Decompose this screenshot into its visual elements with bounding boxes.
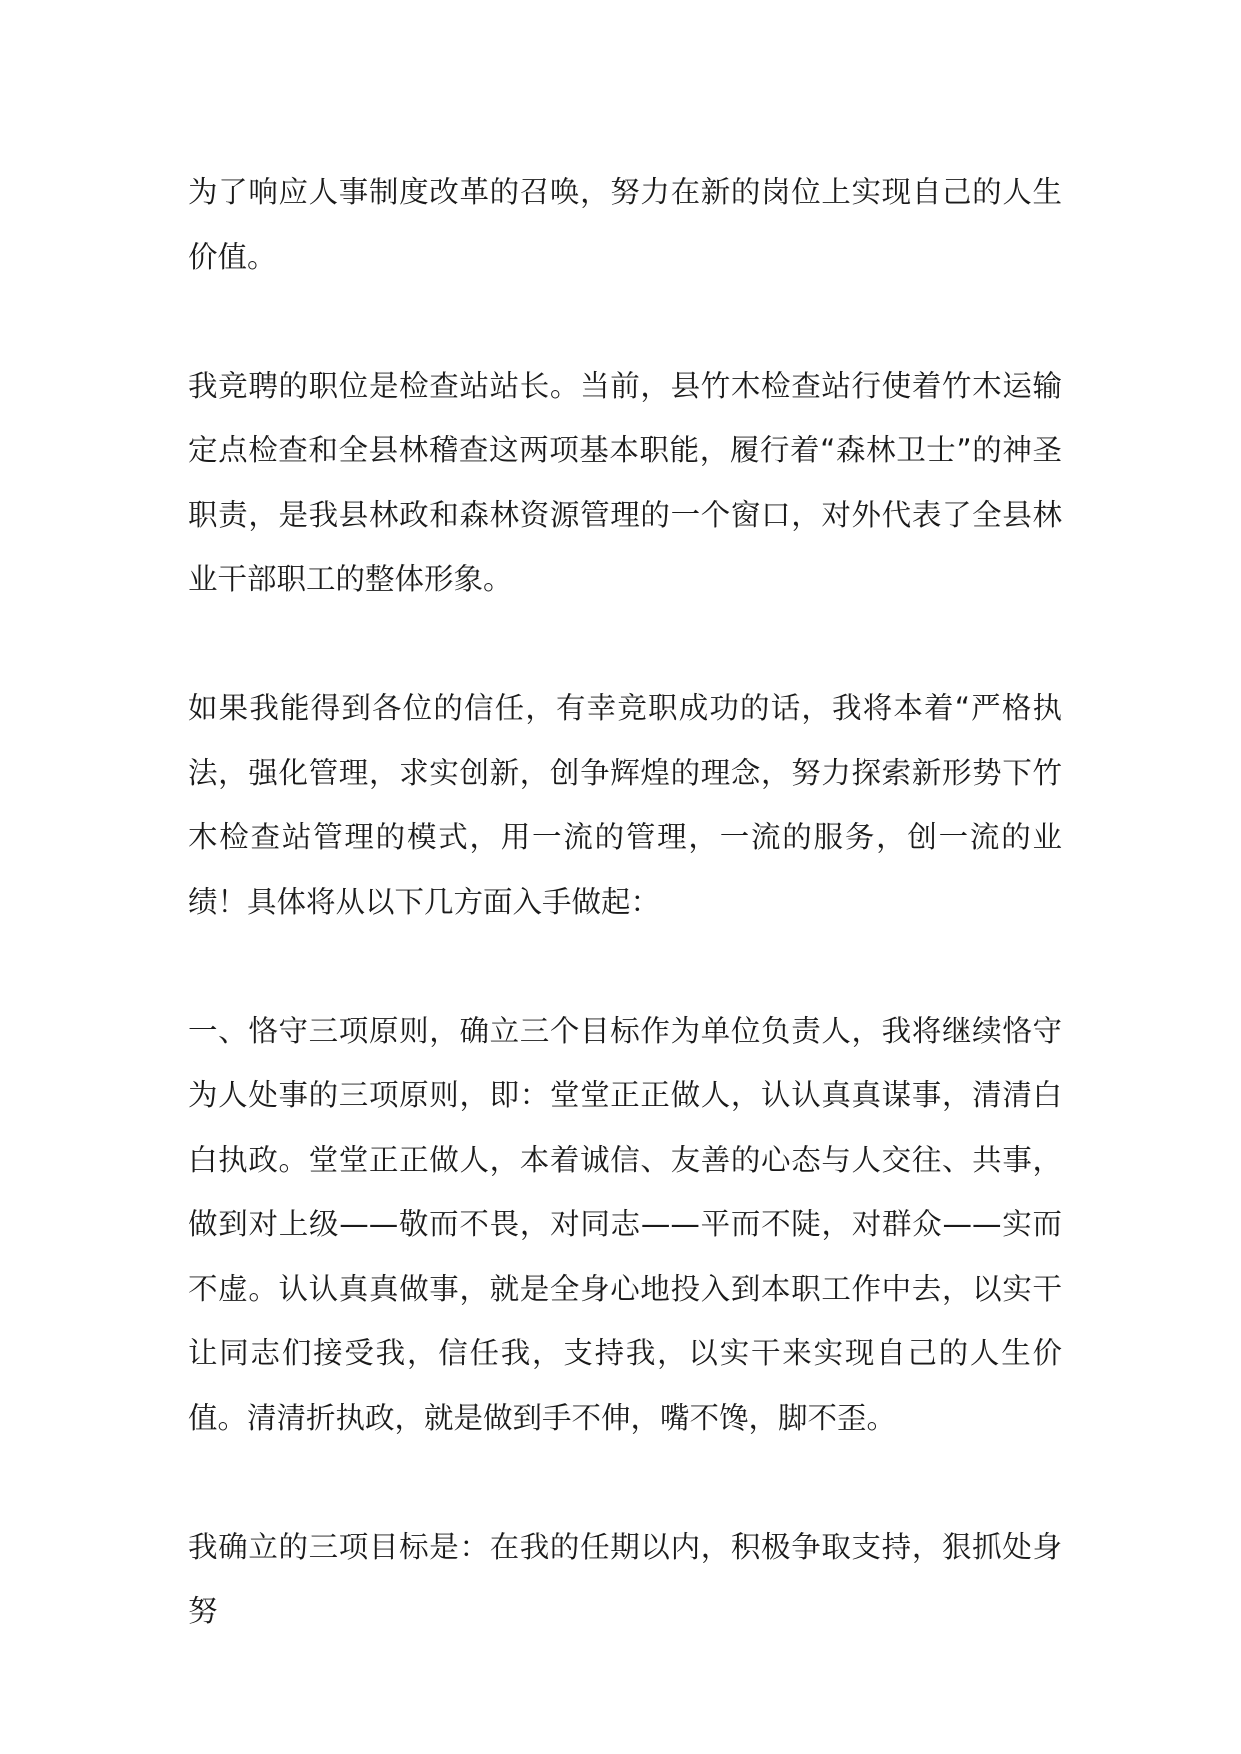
paragraph-4: 一、恪守三项原则，确立三个目标作为单位负责人，我将继续恪守为人处事的三项原则，即：堂堂正正做人，认认真真谋事，清清白白执政。堂堂正正做人，本着诚信、友善的心态与人交往、共事，做到对上级——敬而不畏，对同志——平而不陡，对群众——实而不虚。认认真真做事，就是全身心地投入到本职工作中去，以实干让同志们接受我，信任我，支持我，以实干来实现自己的人生价值。清清折执政，就是做到手不伸，嘴不馋，脚不歪。 (188, 1013, 1062, 1435)
paragraph-1: 为了响应人事制度改革的召唤，努力在新的岗位上实现自己的人生价值。 (188, 175, 1062, 274)
paragraph-3: 如果我能得到各位的信任，有幸竞职成功的话，我将本着“严格执法，强化管理，求实创新，创争辉煌的理念，努力探索新形势下竹木检查站管理的模式，用一流的管理，一流的服务，创一流的业绩！具体将从以下几方面入手做起： (188, 691, 1062, 919)
paragraph-2: 我竞聘的职位是检查站站长。当前，县竹木检查站行使着竹木运输定点检查和全县林稽查这两项基本职能，履行着“森林卫士”的神圣职责，是我县林政和森林资源管理的一个窗口，对外代表了全县林业干部职工的整体形象。 (188, 368, 1062, 596)
paragraph-5: 我确立的三项目标是：在我的任期以内，积极争取支持，狠抓处身努 (188, 1529, 1062, 1628)
document-body (188, 160, 1062, 1644)
